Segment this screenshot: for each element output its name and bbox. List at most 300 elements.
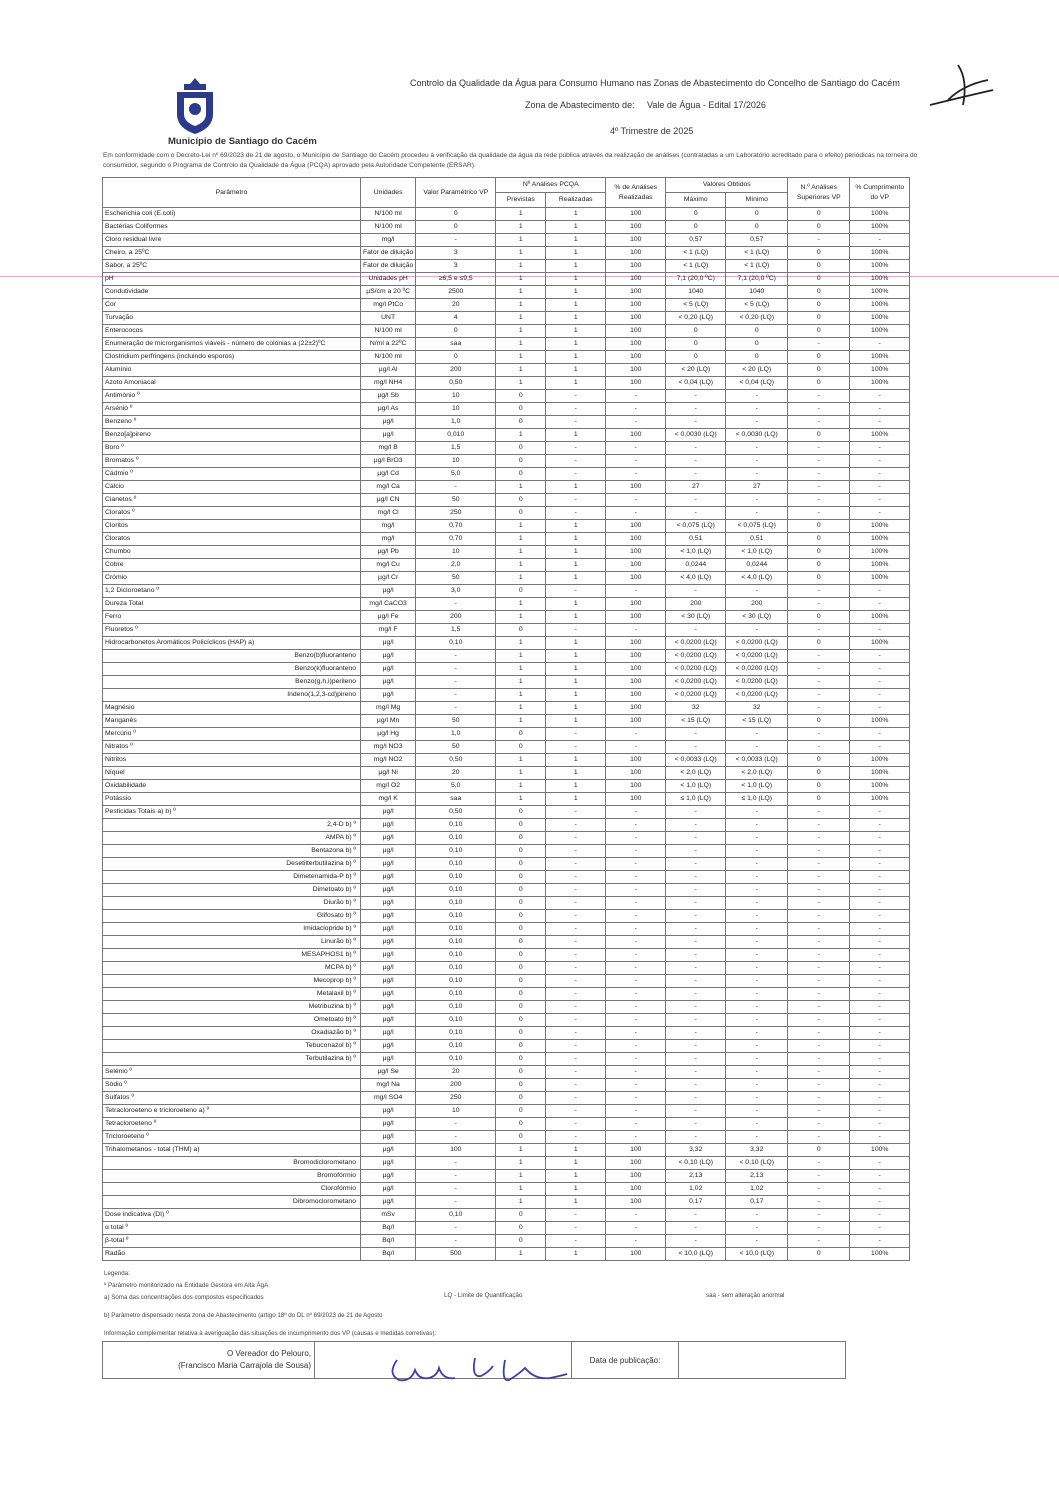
cell-minimo: < 0,075 (LQ) [726,520,788,533]
header-vp: Valor Paramétrico VP [416,178,496,208]
cell-unit: µg/l [361,1014,416,1027]
cell-minimo: - [726,1027,788,1040]
cell-n-superiores: - [788,871,850,884]
header-minimo: Mínimo [726,193,788,208]
cell-realizadas: 1 [546,1248,606,1261]
cell-n-superiores: 0 [788,377,850,390]
cell-n-superiores: - [788,403,850,416]
cell-previstas: 1 [496,481,546,494]
cell-vp: - [416,1235,496,1248]
cell-minimo: - [726,897,788,910]
cell-pct-realizadas: 100 [606,754,666,767]
cell-pct-cumprimento: - [850,897,910,910]
cell-minimo: < 5 (LQ) [726,299,788,312]
cell-pct-cumprimento: - [850,1014,910,1027]
table-row [103,533,910,546]
cell-minimo: 1,02 [726,1183,788,1196]
cell-vp: 1,0 [416,416,496,429]
cell-pct-realizadas: 100 [606,1196,666,1209]
results-body [103,208,910,1261]
cell-n-superiores: 0 [788,715,850,728]
table-row [103,429,910,442]
cell-pct-realizadas: 100 [606,234,666,247]
cell-maximo: 2,13 [666,1170,726,1183]
cell-pct-realizadas: - [606,416,666,429]
cell-realizadas: - [546,832,606,845]
cell-n-superiores: - [788,338,850,351]
cell-unit: Fator de diluição [361,260,416,273]
cell-pct-realizadas: 100 [606,364,666,377]
cell-parameter: Oxidabilidade [103,780,361,793]
cell-unit: µg/l [361,585,416,598]
cell-vp: 0,010 [416,429,496,442]
cell-unit: µg/l [361,806,416,819]
cell-pct-realizadas: - [606,728,666,741]
cell-pct-realizadas: - [606,1079,666,1092]
cell-pct-realizadas: 100 [606,260,666,273]
cell-parameter: Condutividade [103,286,361,299]
cell-vp: 50 [416,715,496,728]
cell-pct-cumprimento: - [850,689,910,702]
cell-minimo: - [726,884,788,897]
cell-maximo: - [666,390,726,403]
cell-pct-cumprimento: - [850,884,910,897]
cell-unit: N/100 ml [361,221,416,234]
cell-maximo: 0 [666,208,726,221]
cell-parameter: Tebuconazol b) º [103,1040,361,1053]
table-row [103,546,910,559]
cell-pct-cumprimento: - [850,1118,910,1131]
cell-vp: - [416,481,496,494]
cell-pct-cumprimento: - [850,728,910,741]
cell-parameter: Cloritos [103,520,361,533]
cell-maximo: - [666,1092,726,1105]
table-row [103,1196,910,1209]
cell-pct-cumprimento: - [850,650,910,663]
cell-minimo: - [726,1014,788,1027]
cell-parameter: Glifosato b) º [103,910,361,923]
cell-parameter: β-total º [103,1235,361,1248]
table-row [103,312,910,325]
table-row [103,793,910,806]
cell-n-superiores: - [788,1209,850,1222]
table-row [103,1079,910,1092]
cell-minimo: - [726,1105,788,1118]
cell-pct-cumprimento: - [850,624,910,637]
cell-previstas: 1 [496,208,546,221]
cell-minimo: - [726,936,788,949]
cell-n-superiores: - [788,858,850,871]
cell-unit: mg/l Na [361,1079,416,1092]
cell-unit: µg/l [361,1040,416,1053]
cell-unit: µg/l Se [361,1066,416,1079]
table-row [103,598,910,611]
cell-parameter: Bromofórmio [103,1170,361,1183]
cell-realizadas: - [546,624,606,637]
cell-unit: N/100 ml [361,325,416,338]
cell-minimo: - [726,442,788,455]
table-row [103,832,910,845]
cell-vp: 2500 [416,286,496,299]
cell-previstas: 1 [496,1157,546,1170]
cell-n-superiores: - [788,741,850,754]
cell-pct-cumprimento: - [850,832,910,845]
cell-pct-realizadas: 100 [606,299,666,312]
cell-vp: 0,10 [416,936,496,949]
cell-previstas: 0 [496,1118,546,1131]
cell-pct-realizadas: - [606,806,666,819]
cell-previstas: 1 [496,520,546,533]
cell-vp: 0,10 [416,1014,496,1027]
cell-n-superiores: - [788,1092,850,1105]
cell-previstas: 0 [496,1027,546,1040]
cell-pct-cumprimento: 100% [850,1144,910,1157]
cell-pct-realizadas: - [606,1209,666,1222]
cell-pct-realizadas: 100 [606,377,666,390]
cell-vp: 0,10 [416,962,496,975]
cell-unit: Fator de diluição [361,247,416,260]
table-row [103,910,910,923]
cell-minimo: < 0,0200 (LQ) [726,689,788,702]
cell-vp: 0,10 [416,975,496,988]
cell-maximo: - [666,988,726,1001]
cell-pct-realizadas: - [606,403,666,416]
cell-parameter: MCPA b) º [103,962,361,975]
cell-pct-realizadas: - [606,1066,666,1079]
signer-name: (Francisco Maria Carrajola de Sousa) [178,1361,311,1370]
cell-maximo: - [666,1014,726,1027]
cell-unit: mg/l [361,520,416,533]
cell-realizadas: - [546,884,606,897]
table-row [103,1001,910,1014]
cell-minimo: 27 [726,481,788,494]
cell-parameter: Benzo[a]pireno [103,429,361,442]
cell-realizadas: 1 [546,325,606,338]
cell-previstas: 0 [496,585,546,598]
cell-n-superiores: - [788,975,850,988]
cell-unit: mg/l Cl [361,507,416,520]
cell-n-superiores: - [788,1027,850,1040]
cell-pct-cumprimento: - [850,1131,910,1144]
cell-pct-cumprimento: - [850,1001,910,1014]
cell-minimo: < 15 (LQ) [726,715,788,728]
cell-unit: N/100 ml [361,208,416,221]
cell-previstas: 0 [496,819,546,832]
cell-realizadas: 1 [546,533,606,546]
cell-parameter: 1,2 Dicloroetano º [103,585,361,598]
table-row [103,806,910,819]
cell-vp: 0,10 [416,988,496,1001]
cell-pct-cumprimento: 100% [850,312,910,325]
cell-realizadas: - [546,442,606,455]
cell-parameter: Metalaxil b) º [103,988,361,1001]
cell-n-superiores: 0 [788,1248,850,1261]
cell-realizadas: - [546,923,606,936]
table-row [103,1092,910,1105]
table-row [103,507,910,520]
cell-realizadas: - [546,1040,606,1053]
cell-maximo: - [666,1118,726,1131]
cell-maximo: - [666,845,726,858]
cell-minimo: - [726,1066,788,1079]
cell-maximo: - [666,1105,726,1118]
cell-maximo: - [666,455,726,468]
cell-pct-realizadas: 100 [606,520,666,533]
cell-n-superiores: - [788,598,850,611]
cell-pct-realizadas: - [606,988,666,1001]
cell-previstas: 0 [496,1053,546,1066]
cell-maximo: - [666,728,726,741]
cell-previstas: 1 [496,676,546,689]
cell-realizadas: 1 [546,221,606,234]
cell-pct-cumprimento: 100% [850,780,910,793]
cell-minimo: < 0,0200 (LQ) [726,650,788,663]
cell-n-superiores: - [788,897,850,910]
cell-minimo: - [726,1235,788,1248]
cell-unit: N/100 ml [361,351,416,364]
cell-minimo: - [726,832,788,845]
cell-pct-cumprimento: 100% [850,208,910,221]
cell-n-superiores: 0 [788,793,850,806]
cell-realizadas: - [546,988,606,1001]
cell-pct-cumprimento: - [850,1157,910,1170]
cell-realizadas: - [546,585,606,598]
cell-parameter: AMPA b) º [103,832,361,845]
cell-parameter: Cheiro, a 25ºC [103,247,361,260]
table-row [103,260,910,273]
cell-previstas: 0 [496,455,546,468]
table-row [103,1066,910,1079]
cell-vp: 0,10 [416,884,496,897]
cell-minimo: 0 [726,325,788,338]
cell-previstas: 1 [496,325,546,338]
legend-line-2: a) Soma das concentrações dos compostos especificados [104,1294,264,1301]
cell-minimo: < 0,0033 (LQ) [726,754,788,767]
cell-minimo: < 1,0 (LQ) [726,780,788,793]
cell-realizadas: - [546,845,606,858]
cell-pct-cumprimento: - [850,494,910,507]
table-row [103,481,910,494]
publication-label: Data de publicação: [572,1342,679,1379]
cell-realizadas: - [546,741,606,754]
cell-parameter: Bromatos º [103,455,361,468]
cell-realizadas: 1 [546,273,606,286]
cell-n-superiores: - [788,1118,850,1131]
cell-vp: 0 [416,351,496,364]
cell-vp: - [416,650,496,663]
cell-parameter: Bentazona b) º [103,845,361,858]
cell-realizadas: - [546,819,606,832]
cell-parameter: Tetracloroeteno e tricloroeteno a) º [103,1105,361,1118]
cell-realizadas: 1 [546,351,606,364]
cell-unit: µg/l [361,637,416,650]
cell-pct-cumprimento: - [850,1222,910,1235]
cell-realizadas: 1 [546,1157,606,1170]
cell-unit: µg/l Cr [361,572,416,585]
cell-vp: 0,10 [416,819,496,832]
cell-unit: mg/l Mg [361,702,416,715]
cell-minimo: < 0,04 (LQ) [726,377,788,390]
cell-previstas: 1 [496,650,546,663]
table-row [103,286,910,299]
table-row [103,325,910,338]
legend-info: Informação complementar relativa à averiguação das situações de incumprimento dos VP (causas e medidas corretivas): [104,1330,437,1337]
cell-unit: µg/l [361,819,416,832]
cell-vp: 0,10 [416,637,496,650]
cell-previstas: 1 [496,312,546,325]
table-row [103,858,910,871]
cell-pct-realizadas: 100 [606,767,666,780]
cell-parameter: Cádmio º [103,468,361,481]
cell-maximo: 3,32 [666,1144,726,1157]
cell-pct-cumprimento: - [850,702,910,715]
cell-parameter: Escherichia coli (E.coli) [103,208,361,221]
cell-previstas: 0 [496,845,546,858]
cell-previstas: 1 [496,1248,546,1261]
cell-minimo: 200 [726,598,788,611]
cell-vp: 5,0 [416,468,496,481]
cell-minimo: - [726,468,788,481]
cell-previstas: 0 [496,832,546,845]
cell-previstas: 0 [496,1079,546,1092]
cell-maximo: - [666,832,726,845]
cell-pct-realizadas: 100 [606,663,666,676]
cell-previstas: 0 [496,1040,546,1053]
cell-previstas: 0 [496,741,546,754]
cell-n-superiores: 0 [788,429,850,442]
cell-vp: 100 [416,1144,496,1157]
cell-maximo: ≤ 1,0 (LQ) [666,793,726,806]
cell-pct-realizadas: - [606,455,666,468]
cell-unit: µg/l As [361,403,416,416]
cell-realizadas: 1 [546,702,606,715]
cell-previstas: 0 [496,1092,546,1105]
cell-pct-cumprimento: 100% [850,546,910,559]
cell-previstas: 0 [496,923,546,936]
cell-realizadas: 1 [546,611,606,624]
results-table [102,177,910,1261]
table-row [103,702,910,715]
cell-minimo: - [726,1131,788,1144]
cell-maximo: - [666,624,726,637]
cell-vp: 0,10 [416,949,496,962]
cell-unit: µg/l [361,1131,416,1144]
cell-realizadas: - [546,1222,606,1235]
cell-previstas: 0 [496,1066,546,1079]
table-row [103,884,910,897]
cell-vp: 0,70 [416,533,496,546]
cell-vp: 250 [416,507,496,520]
cell-realizadas: - [546,858,606,871]
legend-saa: saa - sem alteração anormal [706,1292,785,1299]
cell-previstas: 1 [496,1196,546,1209]
cell-unit: N/ml a 22ºC [361,338,416,351]
cell-maximo: - [666,494,726,507]
cell-previstas: 1 [496,1170,546,1183]
header-n-superiores: N.º Análises Superiores VP [788,178,850,208]
cell-pct-cumprimento: - [850,338,910,351]
cell-pct-realizadas: - [606,585,666,598]
cell-parameter: Radão [103,1248,361,1261]
cell-maximo: < 10,0 (LQ) [666,1248,726,1261]
cell-realizadas: - [546,1235,606,1248]
cell-minimo: 0 [726,338,788,351]
cell-vp: saa [416,338,496,351]
cell-pct-cumprimento: - [850,1053,910,1066]
cell-previstas: 0 [496,858,546,871]
cell-maximo: - [666,403,726,416]
cell-vp: 20 [416,767,496,780]
cell-vp: 1,0 [416,728,496,741]
cell-parameter: Benzo(g,h,i)perileno [103,676,361,689]
cell-parameter: Cloratos [103,533,361,546]
zone-label: Zona de Abastecimento de: [525,100,635,110]
cell-realizadas: 1 [546,520,606,533]
cell-pct-realizadas: 100 [606,702,666,715]
cell-previstas: 0 [496,1209,546,1222]
cell-minimo: < 30 (LQ) [726,611,788,624]
table-row [103,897,910,910]
cell-n-superiores: - [788,884,850,897]
cell-pct-realizadas: 100 [606,351,666,364]
cell-n-superiores: - [788,494,850,507]
cell-minimo: - [726,624,788,637]
cell-vp: 3 [416,247,496,260]
cell-unit: mg/l CaCO3 [361,598,416,611]
cell-minimo: - [726,416,788,429]
header-previstas: Previstas [496,193,546,208]
cell-previstas: 1 [496,715,546,728]
legend-line-3: b) Parâmetro dispensado nesta zona de Abastecimento (artigo 18º do DL nº 69/2023 de 21 de Agosto [104,1312,383,1319]
cell-n-superiores: 0 [788,351,850,364]
cell-pct-cumprimento: - [850,663,910,676]
cell-minimo: - [726,988,788,1001]
table-row [103,1235,910,1248]
cell-vp: - [416,1118,496,1131]
cell-n-superiores: - [788,1196,850,1209]
cell-parameter: Sabor, a 25ºC [103,260,361,273]
cell-realizadas: 1 [546,1144,606,1157]
cell-maximo: - [666,1053,726,1066]
cell-previstas: 1 [496,273,546,286]
table-row [103,611,910,624]
cell-minimo: 3,32 [726,1144,788,1157]
cell-pct-realizadas: - [606,1001,666,1014]
cell-pct-realizadas: 100 [606,221,666,234]
cell-realizadas: 1 [546,377,606,390]
cell-pct-realizadas: 100 [606,1144,666,1157]
cell-parameter: Manganês [103,715,361,728]
cell-pct-cumprimento: - [850,1066,910,1079]
cell-unit: µg/l BrO3 [361,455,416,468]
cell-parameter: Trihalometanos - total (THM) a) [103,1144,361,1157]
cell-unit: µg/l [361,429,416,442]
cell-pct-cumprimento: 100% [850,260,910,273]
cell-maximo: < 0,0200 (LQ) [666,637,726,650]
cell-minimo: - [726,923,788,936]
cell-minimo: - [726,728,788,741]
cell-maximo: 0,17 [666,1196,726,1209]
cell-pct-cumprimento: 100% [850,611,910,624]
cell-pct-realizadas: 100 [606,533,666,546]
cell-unit: Bq/l [361,1235,416,1248]
cell-maximo: - [666,975,726,988]
cell-pct-cumprimento: 100% [850,364,910,377]
cell-unit: µg/l CN [361,494,416,507]
table-row [103,871,910,884]
cell-maximo: < 0,0200 (LQ) [666,689,726,702]
table-row [103,676,910,689]
